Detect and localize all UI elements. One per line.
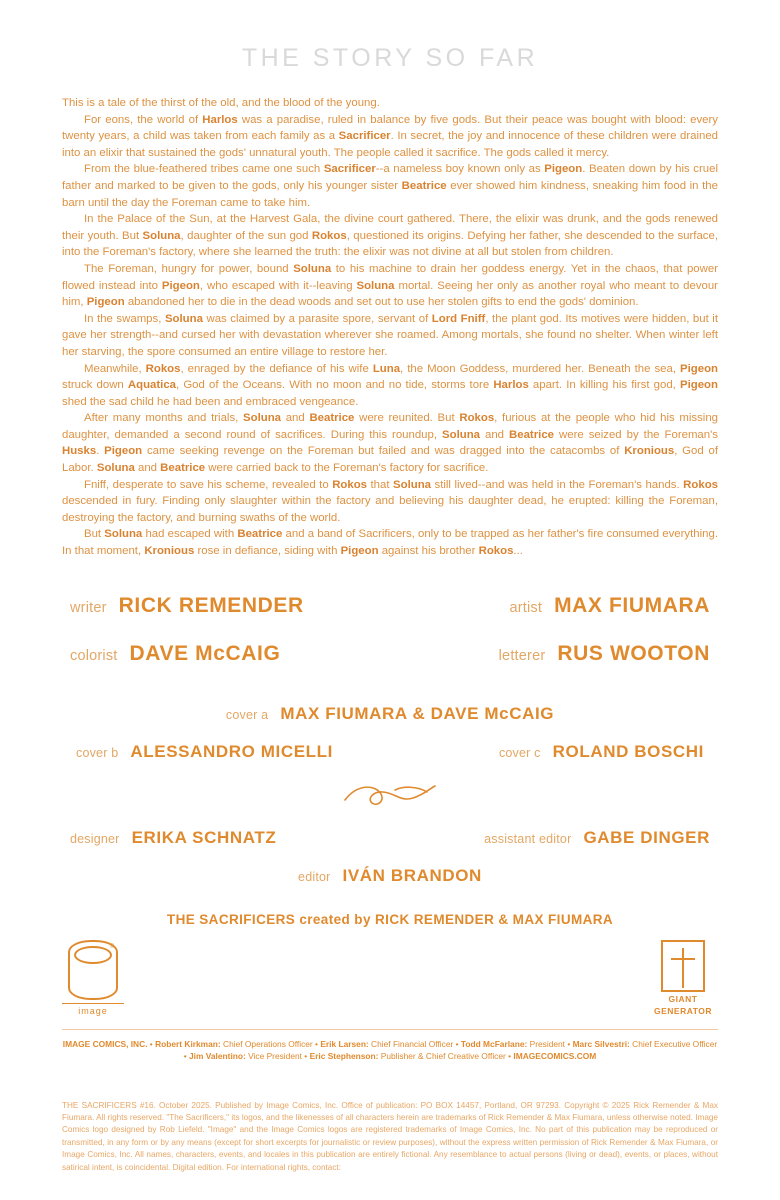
credit-role-label: cover c bbox=[498, 745, 541, 760]
giant-generator-text-line2: GENERATOR bbox=[653, 1006, 713, 1016]
credit-assistant-editor bbox=[484, 828, 710, 848]
credit-name-letterer: RUS WOOTON bbox=[557, 641, 710, 665]
credit-artist bbox=[509, 594, 710, 618]
credit-role-label: assistant editor bbox=[484, 831, 572, 846]
credit-role-label: writer bbox=[70, 599, 107, 616]
registered-mark: ® bbox=[109, 944, 114, 950]
credit-cover-b bbox=[76, 742, 333, 762]
credit-name-writer: RICK REMENDER bbox=[118, 593, 304, 617]
story-paragraph: In the swamps, Soluna was claimed by a parasite spore, servant of Lord Fniff, the plant god. Its motives were hidden, but it gave her strength--and cursed her with devastation wherever she roamed. Among mortals, she found no shelter. When winter left her starving, the spore consumed an entire village to restore her. bbox=[62, 312, 718, 358]
story-paragraph: But Soluna had escaped with Beatrice and a band of Sacrificers, only to be trapped as her father's fire consumed everything. In that moment, Kronious rose in defiance, siding with Pigeon against his brother Rokos... bbox=[62, 528, 718, 558]
credit-name-cover-c: ROLAND BOSCHI bbox=[552, 741, 704, 761]
credit-row-writer-artist bbox=[62, 594, 718, 618]
credit-name-cover-a: MAX FIUMARA & DAVE McCAIG bbox=[280, 703, 555, 723]
credit-editor bbox=[298, 866, 482, 886]
credit-letterer bbox=[499, 642, 710, 666]
story-paragraph: For eons, the world of Harlos was a paradise, ruled in balance by five gods. But their peace was bought with blood: every twenty years, a child was taken from each family as a Sacrificer. In secret, the joy and innocence of these children were drained into an elixir that sustained the gods' unnatural youth. The people called it sacrifice. The gods called it mercy. bbox=[62, 113, 718, 159]
story-paragraph: This is a tale of the thirst of the old, and the blood of the young. bbox=[62, 97, 380, 109]
story-paragraph: The Foreman, hungry for power, bound Soluna to his machine to drain her goddess energy. Yet in the chaos, that power flowed instead into Pigeon, who escaped with it--leaving Soluna mortal. Seeing her only as another royal who meant to devour him, Pigeon abandoned her to die in the dead woods and set out to use her stolen gifts to end the gods' dominion. bbox=[62, 262, 718, 309]
story-paragraph: In the Palace of the Sun, at the Harvest Gala, the divine court gathered. There, the elixir was drunk, and the gods renewed their youth. But Soluna, daughter of the sun god Rokos, questioned its origins. Defying her father, she descended to the surface, into the Foreman's factory, where she learned the truth: the elixir was not divine at all but stolen from children. bbox=[62, 213, 718, 259]
credits-block bbox=[62, 594, 718, 886]
credit-name-editor: IVÁN BRANDON bbox=[342, 865, 482, 885]
credit-writer bbox=[70, 594, 304, 618]
credit-role-label: cover b bbox=[76, 745, 119, 760]
story-text bbox=[62, 95, 718, 560]
credit-role-label: artist bbox=[509, 599, 543, 616]
credit-name-cover-b: ALESSANDRO MICELLI bbox=[130, 741, 333, 761]
credit-role-label: designer bbox=[70, 831, 120, 846]
image-comics-logo bbox=[62, 940, 124, 1016]
credit-name-assistant-editor: GABE DINGER bbox=[583, 827, 710, 847]
credit-cover-a bbox=[226, 704, 554, 724]
story-paragraph: Meanwhile, Rokos, enraged by the defiance of his wife Luna, the Moon Goddess, murdered her. Beneath the sea, Pigeon struck down Aquatica, God of the Oceans. With no moon and no tide, storms tore Harlos apart. In killing his first god, Pigeon shed the sad child he had been and embraced vengeance. bbox=[62, 362, 718, 408]
ornament-flourish bbox=[62, 780, 718, 814]
credit-designer bbox=[70, 828, 276, 848]
credit-role-label: cover a bbox=[225, 707, 269, 722]
story-paragraph: After many months and trials, Soluna and Beatrice were reunited. But Rokos, furious at the people who hid his missing daughter, demanded a second round of sacrifices. During this roundup, Soluna and Beatrice were seized by the Foreman's Husks. Pigeon came seeking revenge on the Foreman but failed and was dragged into the catacombs of Kronious, God of Labor. Soluna and Beatrice were carried back to the Foreman's factory for sacrifice. bbox=[62, 412, 718, 475]
credit-row-editor bbox=[62, 866, 718, 886]
story-paragraph: Fniff, desperate to save his scheme, revealed to Rokos that Soluna still lived--and was held in the Foreman's hands. Rokos descended in fury. Finding only slaughter within the factory and believing his daughter dead, he erupted: killing the Foreman, destroying the factory, and burning swaths of the world. bbox=[62, 478, 718, 524]
page-title: THE STORY SO FAR bbox=[241, 44, 539, 72]
story-paragraph: From the blue-feathered tribes came one such Sacrificer--a nameless boy known only as Pigeon. Beaten down by his cruel father and marked to be given to the gods, only his younger sister Beatrice ever showed him kindness, sneaking him food in the barn until the day the Foreman came to take him. bbox=[62, 163, 718, 209]
created-by-line: THE SACRIFICERS created by RICK REMENDER & MAX FIUMARA bbox=[166, 911, 614, 927]
image-cylinder-icon bbox=[68, 940, 118, 1000]
legal-indicia: THE SACRIFICERS #16. October 2025. Published by Image Comics, Inc. Office of publication: PO BOX 14457, Portland, OR 97293. Copyright © 2025 Rick Remender & Max Fiumara. All rights reserved. "The Sacrificers," its logos, and the likenesses of all characters herein are trademarks of Rick Remender & Max Fiumara, unless otherwise noted. Image Comics logo designed by Rob Liefeld. "Image" and the Image Comics logos are registered trademarks of Image Comics, Inc. No part of this publication may be reproduced or transmitted, in any form or by any means (except for short excerpts for journalistic or review purposes), without the express written permission of Rick Remender & Max Fiumara, or Image Comics, Inc. All names, characters, events, and locales in this publication are entirely fictional. Any resemblance to actual persons (living or dead), events, or places, without satirical intent, is coincidental. Digital edition. For international rights, contact: bbox=[62, 1100, 718, 1172]
publisher-staff-line: IMAGE COMICS, INC. • Robert Kirkman: Chief Operations Officer • Erik Larsen: Chief Financial Officer • Todd McFarlane: President • Marc Silvestri: Chief Executive Officer • Jim Valentino: Vice President • Eric Stephenson: Publisher & Chief Creative Officer • IMAGECOMICS.COM bbox=[62, 1029, 718, 1062]
giant-generator-logo bbox=[648, 940, 718, 1016]
giant-generator-text-line1: GIANT bbox=[668, 994, 698, 1004]
credit-row-cover-bc bbox=[62, 742, 718, 762]
image-logo-text: image bbox=[62, 1003, 124, 1016]
giant-generator-tower-icon bbox=[661, 940, 705, 992]
credit-colorist bbox=[70, 642, 280, 666]
credit-row-colorist-letterer bbox=[62, 642, 718, 666]
credit-row-cover-a bbox=[62, 704, 718, 724]
credit-row-designer-asst bbox=[62, 828, 718, 848]
credit-name-designer: ERIKA SCHNATZ bbox=[131, 827, 277, 847]
credit-name-colorist: DAVE McCAIG bbox=[129, 641, 281, 665]
credit-cover-c bbox=[499, 742, 704, 762]
credit-role-label: editor bbox=[298, 869, 331, 884]
credit-role-label: letterer bbox=[498, 647, 546, 664]
credit-name-artist: MAX FIUMARA bbox=[554, 593, 710, 617]
credit-role-label: colorist bbox=[70, 647, 118, 664]
